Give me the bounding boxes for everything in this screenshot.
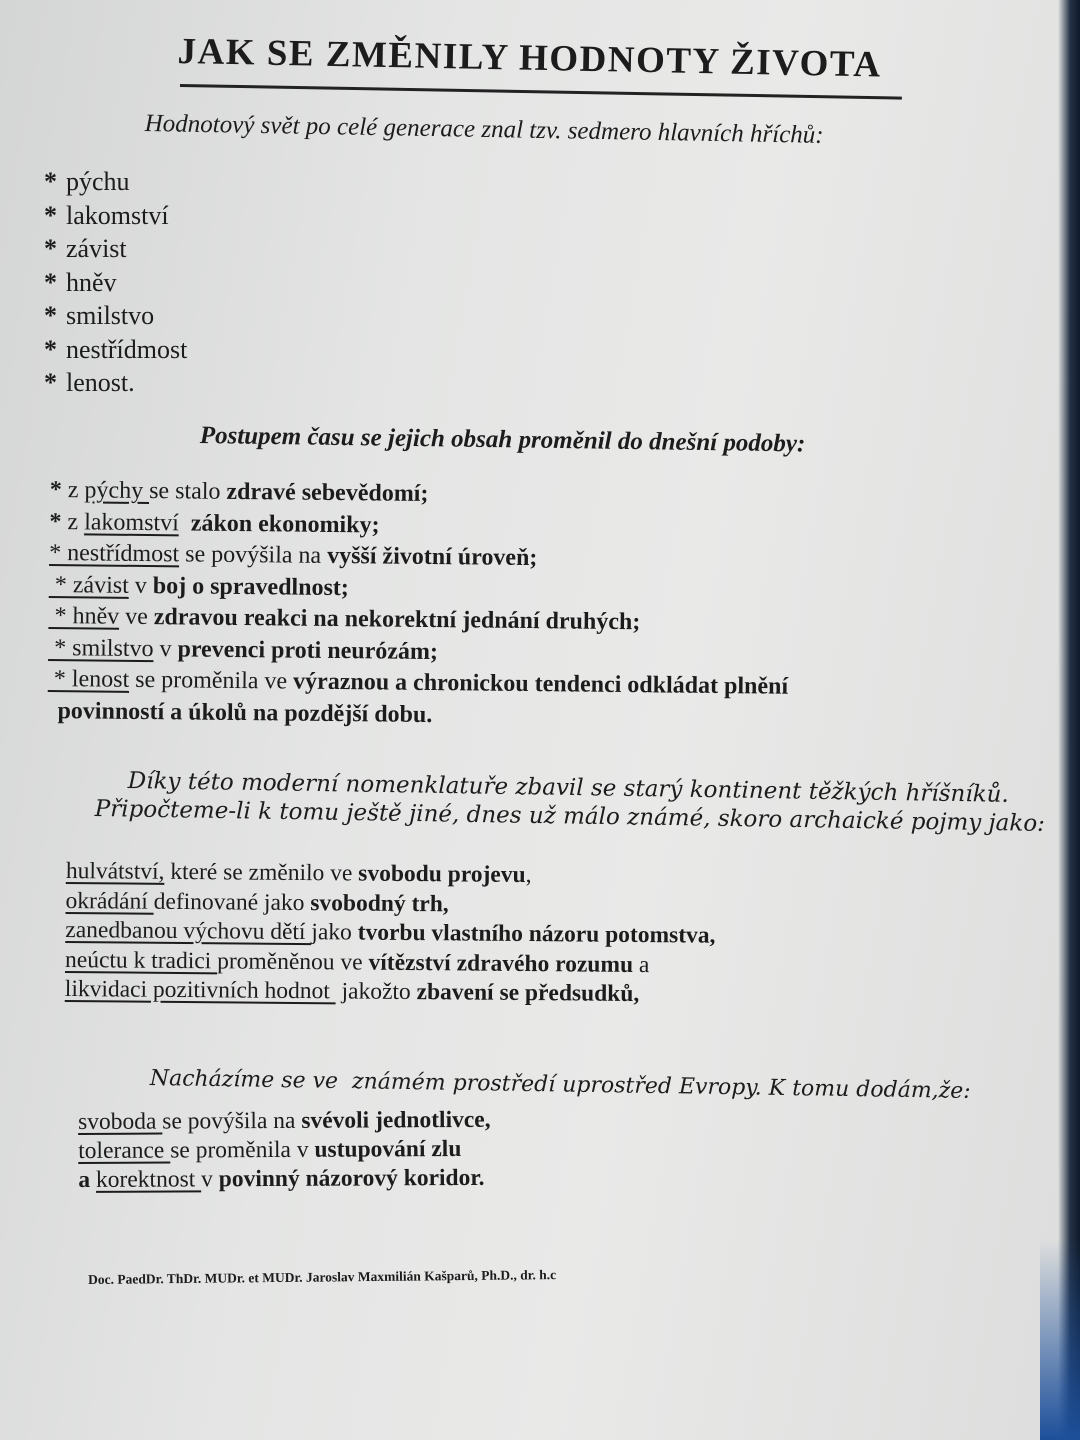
archaic-terms-note: Připočteme-li k tomu ještě jiné, dnes už málo známé, skoro archaické pojmy jako: xyxy=(94,796,1046,837)
bullet: * xyxy=(44,234,57,263)
document-title: JAK SE ZMĚNILY HODNOTY ŽIVOTA xyxy=(177,30,882,86)
connector: definované jako xyxy=(153,888,311,916)
connector: proměněnou ve xyxy=(217,947,369,976)
nomenclature-note: Díky této moderní nomenklatuře zbavil se starý kontinent těžkých hříšníků. xyxy=(127,768,1009,808)
bullet: * xyxy=(49,508,68,535)
archaic-term-item xyxy=(65,975,715,1010)
new-value: zákon ekonomiky; xyxy=(190,509,380,538)
closing-item xyxy=(78,1135,491,1166)
connector xyxy=(179,510,191,536)
connector: v xyxy=(201,1166,219,1193)
connector: se stalo xyxy=(149,478,227,505)
sin-item xyxy=(44,165,187,199)
sin-label: lakomství xyxy=(66,200,169,230)
sin-label: lenost. xyxy=(66,368,135,397)
new-value: prevenci proti neurózám; xyxy=(177,635,439,665)
new-term: povinný názorový koridor. xyxy=(218,1164,485,1193)
old-value: pýchy xyxy=(84,477,150,505)
prefix: z xyxy=(67,477,85,504)
sin-item xyxy=(44,266,187,300)
closing-item xyxy=(78,1106,491,1137)
old-term: likvidaci pozitivních hodnot xyxy=(64,975,336,1005)
transformation-heading: Postupem času se jejich obsah proměnil do dnešní podoby: xyxy=(199,422,806,458)
punctuation: , xyxy=(442,890,449,917)
prefix: z xyxy=(67,508,85,535)
connector: se proměnila ve xyxy=(129,666,294,695)
author-signature: Doc. PaedDr. ThDr. MUDr. et MUDr. Jaroslav Maxmilián Kašparů, Ph.D., dr. h.c xyxy=(88,1267,557,1287)
old-value: * smilstvo xyxy=(48,634,154,662)
old-value: lakomství xyxy=(84,508,179,536)
europe-note: Nacházíme se ve známém prostředí uprostřed Evropy. K tomu dodám,že: xyxy=(149,1066,971,1104)
punctuation: , xyxy=(709,922,716,949)
old-term: neúctu k tradici xyxy=(64,946,218,974)
new-term: tvorbu vlastního názoru potomstva xyxy=(357,919,710,949)
new-value: boj o spravedlnost; xyxy=(152,572,349,601)
connector: v xyxy=(128,572,153,599)
connector: ve xyxy=(119,603,154,631)
old-term: korektnost xyxy=(95,1166,202,1193)
transformations-list xyxy=(47,475,790,735)
closing-item xyxy=(78,1164,491,1195)
old-value: * lenost xyxy=(47,665,130,693)
new-value: zdravou reakci na nekorektní jednání druhých; xyxy=(153,604,641,636)
archaic-terms-list xyxy=(65,857,716,1010)
new-term: svobodu projevu xyxy=(358,860,526,889)
sin-item xyxy=(44,299,187,333)
bullet: * xyxy=(44,334,57,364)
punctuation: , xyxy=(525,862,532,889)
old-term: zanedbanou výchovu dětí xyxy=(65,916,312,946)
connector: jakožto xyxy=(335,978,417,1006)
background-corner xyxy=(1040,1240,1080,1440)
new-value: výraznou a chronickou tendenci odkládat plnění xyxy=(292,668,789,700)
new-term: svévoli jednotlivce, xyxy=(301,1106,491,1134)
sin-label: hněv xyxy=(66,267,117,297)
new-term: ustupování zlu xyxy=(314,1135,462,1163)
sin-item xyxy=(44,333,187,367)
bullet: * xyxy=(44,167,57,196)
sin-label: nestřídmost xyxy=(66,334,188,364)
conjunction: a xyxy=(78,1166,97,1193)
old-term: svoboda xyxy=(78,1108,163,1135)
connector: které se změnilo ve xyxy=(164,858,359,887)
old-value: * závist xyxy=(48,571,129,599)
bullet: * xyxy=(44,267,57,297)
sin-label: závist xyxy=(66,234,127,263)
connector: v xyxy=(153,635,178,662)
connector: se povýšila na xyxy=(162,1107,302,1135)
new-term: zbavení se předsudků xyxy=(416,979,634,1007)
bullet: * xyxy=(49,476,68,504)
punctuation: , xyxy=(633,980,640,1008)
connector: se proměnila v xyxy=(170,1136,315,1164)
seven-sins-list xyxy=(44,165,187,400)
new-value-continued: povinností a úkolů na pozdější dobu. xyxy=(57,697,433,728)
bullet: * xyxy=(44,368,57,397)
sin-label: smilstvo xyxy=(66,301,155,330)
old-term: okrádání xyxy=(65,887,154,915)
new-value: vyšší životní úroveň; xyxy=(327,542,538,572)
old-value: * nestřídmost xyxy=(49,539,180,568)
old-term: hulvátství, xyxy=(65,857,165,885)
title-underline xyxy=(180,84,902,100)
sin-label: pýchu xyxy=(66,167,130,196)
new-term: vítězství zdravého rozumu xyxy=(368,949,634,978)
sin-item xyxy=(44,366,187,400)
conjunction: a xyxy=(632,951,650,978)
connector: jako xyxy=(311,919,358,946)
old-term: tolerance xyxy=(78,1137,171,1164)
new-term: svobodný trh xyxy=(310,889,443,917)
bullet: * xyxy=(44,301,57,330)
bullet: * xyxy=(44,200,57,230)
sin-item xyxy=(44,199,187,233)
page-edge-shadow xyxy=(1058,0,1080,1440)
connector: se povýšila na xyxy=(179,541,328,569)
old-value: * hněv xyxy=(48,602,120,630)
intro-sentence: Hodnotový svět po celé generace znal tzv. sedmero hlavních hříchů: xyxy=(144,110,824,149)
closing-list xyxy=(78,1106,491,1195)
sin-item xyxy=(44,232,187,266)
new-value: zdravé sebevědomí; xyxy=(226,478,429,507)
